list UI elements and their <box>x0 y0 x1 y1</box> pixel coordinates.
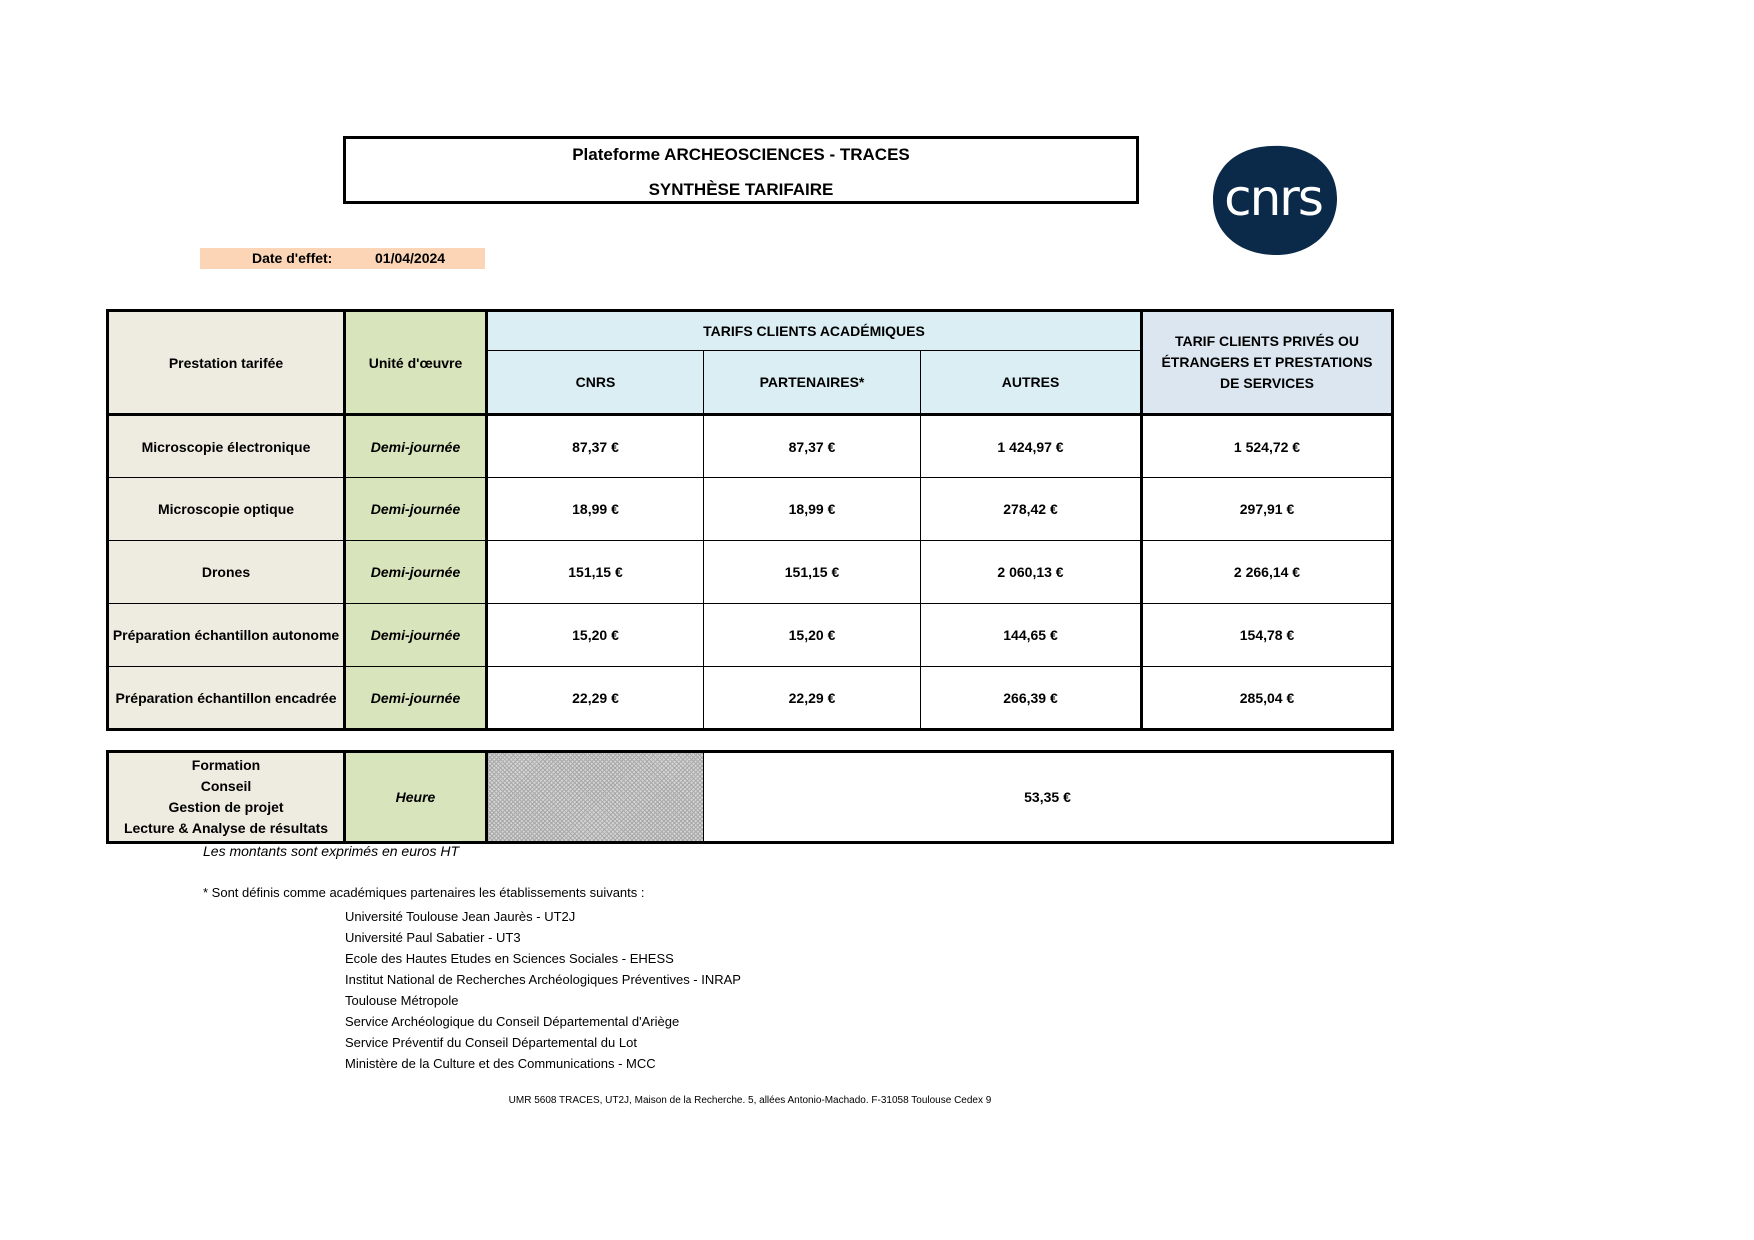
services-table <box>106 750 1394 844</box>
services-unite-cell: Heure <box>345 752 487 843</box>
cnrs-cell: 151,15 € <box>487 541 704 604</box>
autres-cell: 278,42 € <box>921 478 1142 541</box>
list-item: Toulouse Métropole <box>345 993 459 1008</box>
cnrs-cell: 87,37 € <box>487 415 704 478</box>
partenaires-cell: 22,29 € <box>704 667 921 730</box>
autres-cell: 1 424,97 € <box>921 415 1142 478</box>
prives-cell: 2 266,14 € <box>1142 541 1393 604</box>
autres-cell: 2 060,13 € <box>921 541 1142 604</box>
list-item: Université Paul Sabatier - UT3 <box>345 930 521 945</box>
date-effet <box>200 248 485 269</box>
header-cnrs: CNRS <box>487 351 704 415</box>
autres-cell: 266,39 € <box>921 667 1142 730</box>
service-line: Lecture & Analyse de résultats <box>123 820 329 836</box>
table-row <box>108 478 1393 541</box>
partenaires-cell: 151,15 € <box>704 541 921 604</box>
prives-cell: 285,04 € <box>1142 667 1393 730</box>
table-row <box>108 667 1393 730</box>
prestation-cell: Drones <box>108 541 345 604</box>
tarif-table <box>106 309 1394 731</box>
autres-cell: 144,65 € <box>921 604 1142 667</box>
cnrs-logo-icon <box>1210 142 1340 258</box>
partenaires-cell: 15,20 € <box>704 604 921 667</box>
unite-cell: Demi-journée <box>345 415 487 478</box>
logo-text: cnrs <box>1224 169 1322 227</box>
services-label-cell <box>108 752 345 843</box>
page-title: Plateforme ARCHEOSCIENCES - TRACES <box>572 145 910 164</box>
table-row <box>108 541 1393 604</box>
footer-address: UMR 5608 TRACES, UT2J, Maison de la Recherche. 5, allées Antonio-Machado. F-31058 Toulouse Cedex 9 <box>508 1095 992 1106</box>
table-row <box>108 752 1393 843</box>
unite-cell: Demi-journée <box>345 604 487 667</box>
definitions-intro: * Sont définis comme académiques partenaires les établissements suivants : <box>203 885 645 900</box>
service-line: Gestion de projet <box>168 799 284 815</box>
date-effet-label: Date d'effet: <box>252 250 333 266</box>
partenaires-cell: 18,99 € <box>704 478 921 541</box>
prestation-cell: Microscopie électronique <box>108 415 345 478</box>
ht-note: Les montants sont exprimés en euros HT <box>203 843 460 859</box>
prives-cell: 297,91 € <box>1142 478 1393 541</box>
list-item: Service Archéologique du Conseil Départemental d'Ariège <box>345 1014 680 1029</box>
services-tarif-cell: 53,35 € <box>704 752 1393 843</box>
header-unite: Unité d'œuvre <box>345 311 487 415</box>
prestation-cell: Microscopie optique <box>108 478 345 541</box>
service-line: Formation <box>191 757 261 773</box>
title-box <box>343 136 1139 204</box>
prestation-cell: Préparation échantillon encadrée <box>108 667 345 730</box>
list-item: Service Préventif du Conseil Départemental du Lot <box>345 1035 637 1050</box>
page-subtitle: SYNTHÈSE TARIFAIRE <box>648 180 834 199</box>
definitions-list <box>345 906 741 1074</box>
table-row <box>108 415 1393 478</box>
list-item: Institut National de Recherches Archéologiques Préventives - INRAP <box>345 972 741 987</box>
list-item: Université Toulouse Jean Jaurès - UT2J <box>345 909 576 924</box>
header-prives: TARIF CLIENTS PRIVÉS OU ÉTRANGERS ET PRESTATIONS DE SERVICES <box>1142 311 1393 415</box>
prestation-cell: Préparation échantillon autonome <box>108 604 345 667</box>
header-prestation: Prestation tarifée <box>108 311 345 415</box>
list-item: Ecole des Hautes Etudes en Sciences Sociales - EHESS <box>345 951 674 966</box>
prives-cell: 154,78 € <box>1142 604 1393 667</box>
table-row <box>108 604 1393 667</box>
list-item: Ministère de la Culture et des Communications - MCC <box>345 1056 656 1071</box>
cnrs-cell: 18,99 € <box>487 478 704 541</box>
prives-cell: 1 524,72 € <box>1142 415 1393 478</box>
header-autres: AUTRES <box>921 351 1142 415</box>
unite-cell: Demi-journée <box>345 478 487 541</box>
date-effet-value: 01/04/2024 <box>375 250 446 266</box>
service-line: Conseil <box>200 778 252 794</box>
cnrs-cell: 15,20 € <box>487 604 704 667</box>
hatched-empty-cell <box>487 752 704 843</box>
cnrs-cell: 22,29 € <box>487 667 704 730</box>
header-group-academiques: TARIFS CLIENTS ACADÉMIQUES <box>487 311 1142 351</box>
header-partenaires: PARTENAIRES* <box>704 351 921 415</box>
unite-cell: Demi-journée <box>345 667 487 730</box>
unite-cell: Demi-journée <box>345 541 487 604</box>
partenaires-cell: 87,37 € <box>704 415 921 478</box>
